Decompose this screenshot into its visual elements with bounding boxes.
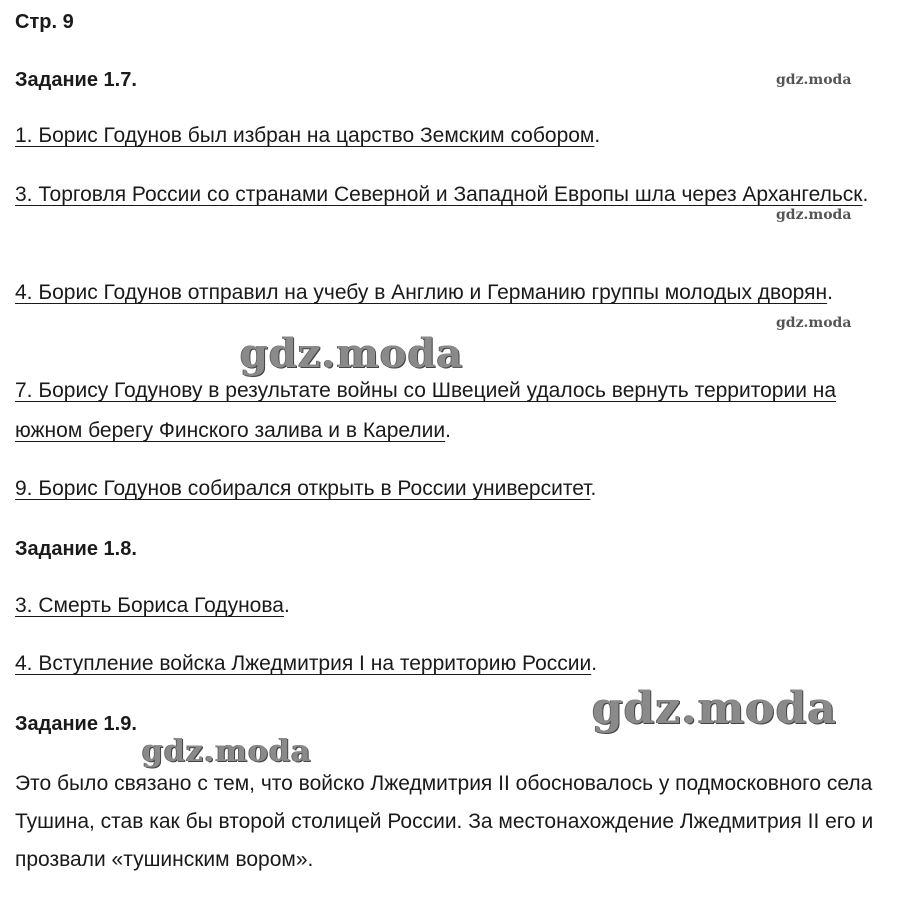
answer-text: 3. Торговля России со странами Северной и Западной Европы шла через Архангельск — [15, 183, 863, 206]
watermark-medium: gdz.moda — [142, 734, 312, 769]
answer-period: . — [590, 477, 597, 500]
answer-paragraph: Это было связано с тем, что войско Лжедмитрия II обосновалось у подмосковного села Тушина, став как бы второй столицей России. За местонахождение Лжедмитрия II его и прозвали «тушинским вором». — [15, 772, 874, 871]
answer-text: 4. Вступление войска Лжедмитрия I на территорию России — [15, 652, 592, 675]
answer-period: . — [862, 183, 869, 206]
answer-item — [15, 469, 900, 509]
answer-text: 7. Борису Годунову в результате войны со Швецией удалось вернуть территории на южном берегу Финского залива и в Карелии — [15, 379, 837, 442]
answer-period: . — [591, 652, 598, 675]
answer-period: . — [283, 594, 290, 617]
answer-item — [15, 116, 900, 156]
task-heading-1-8: Задание 1.8. — [15, 538, 137, 560]
answer-item — [15, 644, 900, 684]
watermark-small: gdz.moda — [776, 315, 852, 331]
answer-item — [15, 586, 900, 626]
answer-item — [15, 371, 900, 451]
answer-text: 3. Смерть Бориса Годунова — [15, 594, 284, 617]
task-heading-1-7: Задание 1.7. — [15, 69, 137, 91]
answer-period: . — [445, 419, 451, 442]
watermark-small: gdz.moda — [776, 207, 852, 223]
answer-text: 4. Борис Годунов отправил на учебу в Англию и Германию группы молодых дворян — [15, 281, 828, 304]
answer-text: 1. Борис Годунов был избран на царство Земским собором — [15, 124, 595, 147]
answer-period: . — [594, 124, 601, 147]
answer-item — [15, 273, 900, 313]
watermark-large: gdz.moda — [592, 683, 838, 734]
watermark-small: gdz.moda — [776, 72, 852, 88]
answer-text: 9. Борис Годунов собирался открыть в России университет — [15, 477, 591, 500]
answer-period: . — [827, 281, 833, 304]
watermark-large: gdz.moda — [240, 330, 464, 377]
task-heading-1-9: Задание 1.9. — [15, 713, 137, 735]
answer-item — [15, 175, 900, 215]
page-number-label: Стр. 9 — [15, 11, 74, 33]
